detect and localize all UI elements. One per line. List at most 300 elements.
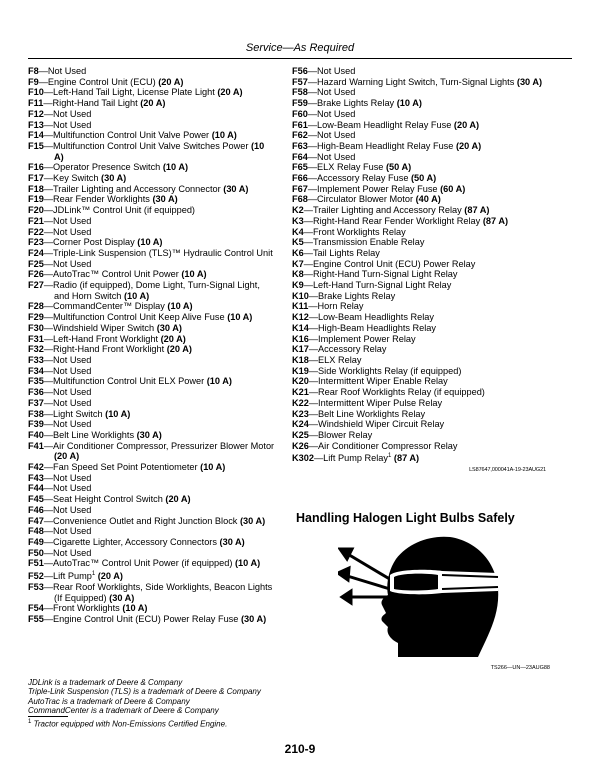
em-dash: — xyxy=(307,194,318,205)
fuse-rating: (10 A) xyxy=(206,376,232,387)
fuse-description: Brake Lights Relay xyxy=(318,290,396,301)
fuse-code: F14 xyxy=(28,130,44,141)
fuse-code: K19 xyxy=(292,365,309,376)
em-dash: — xyxy=(43,183,54,194)
fuse-code: K24 xyxy=(292,419,309,430)
em-dash: — xyxy=(43,483,54,494)
fuse-entry xyxy=(28,87,276,98)
fuse-entry xyxy=(28,323,276,334)
em-dash: — xyxy=(43,494,54,505)
em-dash: — xyxy=(43,354,54,365)
fuse-entry xyxy=(292,387,546,398)
em-dash: — xyxy=(43,247,54,258)
fuse-code: F22 xyxy=(28,226,44,237)
em-dash: — xyxy=(303,205,313,216)
fuse-rating: (20 A) xyxy=(217,87,243,98)
em-dash: — xyxy=(308,312,319,323)
fuse-rating: (10 A) xyxy=(167,301,193,312)
fuse-code: F35 xyxy=(28,376,44,387)
fuse-code: K17 xyxy=(292,344,309,355)
em-dash: — xyxy=(308,301,318,312)
fuse-entry xyxy=(28,366,276,377)
fuse-description: Right-Hand Tail Light xyxy=(52,98,138,109)
fuse-code: K22 xyxy=(292,397,309,408)
fuse-description: Corner Post Display xyxy=(53,237,135,248)
right-entries xyxy=(292,66,546,464)
fuse-rating: (30 A) xyxy=(109,592,135,603)
fuse-rating: (20 A) xyxy=(97,571,123,582)
em-dash: — xyxy=(308,408,319,419)
fuse-description: Windshield Wiper Circuit Relay xyxy=(318,419,445,430)
fuse-code: F29 xyxy=(28,312,44,323)
em-dash: — xyxy=(43,173,54,184)
fuse-code: F61 xyxy=(292,119,308,130)
em-dash: — xyxy=(308,322,319,333)
fuse-entry xyxy=(28,184,276,195)
em-dash: — xyxy=(43,301,54,312)
fuse-description: Fan Speed Set Point Potentiometer xyxy=(53,462,198,473)
fuse-entry xyxy=(28,462,276,473)
fuse-entry xyxy=(292,441,546,452)
fuse-description: Left-Hand Front Worklight xyxy=(53,333,159,344)
fuse-description: Engine Control Unit (ECU) Power Relay Fuse xyxy=(53,613,239,624)
fuse-description: AutoTrac™ Control Unit Power (if equipped) xyxy=(53,558,233,569)
em-dash: — xyxy=(43,215,54,226)
em-dash: — xyxy=(307,108,318,119)
fuse-entry xyxy=(292,409,546,420)
fuse-description: Intermittent Wiper Enable Relay xyxy=(318,376,448,387)
fuse-entry xyxy=(28,259,276,270)
fuse-entry xyxy=(28,98,276,109)
em-dash: — xyxy=(43,429,54,440)
fuse-entry xyxy=(28,483,276,494)
fuse-rating: (10 A) xyxy=(396,98,422,109)
fuse-code: F60 xyxy=(292,108,308,119)
fuse-rating: (20 A) xyxy=(140,98,166,109)
fuse-description: Rear Fender Worklights xyxy=(53,194,150,205)
fuse-code: F11 xyxy=(28,98,44,109)
fuse-description: Lift Pump xyxy=(53,571,92,582)
em-dash: — xyxy=(38,76,48,87)
fuse-entry xyxy=(292,66,546,77)
fuse-code: K23 xyxy=(292,408,309,419)
fuse-entry xyxy=(28,269,276,280)
footnote-rule xyxy=(28,716,68,717)
fuse-code: F55 xyxy=(28,613,44,624)
fuse-rating: (50 A) xyxy=(411,173,437,184)
fuse-rating: (10 A) xyxy=(200,462,226,473)
fuse-rating: (40 A) xyxy=(415,194,441,205)
fuse-code: F26 xyxy=(28,269,44,280)
fuse-code: F16 xyxy=(28,162,44,173)
fuse-description: JDLink™ Control Unit (if equipped) xyxy=(53,205,195,216)
em-dash: — xyxy=(308,290,319,301)
fuse-description: Right-Hand Turn-Signal Light Relay xyxy=(312,269,458,280)
em-dash: — xyxy=(43,365,54,376)
fuse-code: F40 xyxy=(28,429,44,440)
fuse-code: F13 xyxy=(28,119,44,130)
em-dash: — xyxy=(43,108,54,119)
em-dash: — xyxy=(308,419,319,430)
figure-code: TS266—UN—23AUG88 xyxy=(490,665,550,671)
fuse-code: F27 xyxy=(28,280,44,291)
em-dash: — xyxy=(307,183,318,194)
em-dash: — xyxy=(43,536,54,547)
em-dash: — xyxy=(43,419,54,430)
fuse-code: F47 xyxy=(28,515,44,526)
fuse-entry xyxy=(292,130,546,141)
fuse-description: Engine Control Unit (ECU) xyxy=(47,76,156,87)
trademark-line: CommandCenter is a trademark of Deere & Company xyxy=(28,706,219,716)
fuse-description: Implement Power Relay xyxy=(318,333,416,344)
fuse-description: Trailer Lighting and Accessory Relay xyxy=(312,205,462,216)
fuse-description: High-Beam Headlights Relay xyxy=(318,322,437,333)
fuse-description: Key Switch xyxy=(53,173,99,184)
section-header: Service—As Required xyxy=(245,42,355,54)
fuse-rating: (30 A) xyxy=(219,536,245,547)
fuse-code: F8 xyxy=(28,66,39,76)
em-dash: — xyxy=(303,258,313,269)
em-dash: — xyxy=(38,66,48,76)
fuse-entry xyxy=(292,216,546,227)
fuse-entry xyxy=(28,162,276,173)
fuse-description: Not Used xyxy=(53,108,92,119)
fuse-description: ELX Relay xyxy=(318,354,362,365)
fuse-code: F34 xyxy=(28,365,44,376)
em-dash: — xyxy=(308,429,319,440)
fuse-rating: (20 A) xyxy=(160,333,186,344)
em-dash: — xyxy=(43,397,54,408)
em-dash: — xyxy=(43,504,54,515)
fuse-code: F20 xyxy=(28,205,44,216)
fuse-description: Lift Pump Relay xyxy=(323,453,389,464)
em-dash: — xyxy=(43,581,54,592)
em-dash: — xyxy=(308,440,319,451)
em-dash: — xyxy=(43,130,54,141)
fuse-description: Not Used xyxy=(53,472,92,483)
fuse-rating: (30 A) xyxy=(240,613,267,624)
fuse-entry xyxy=(292,376,546,387)
fuse-description: Front Worklights xyxy=(53,603,120,614)
fuse-entry xyxy=(292,323,546,334)
fuse-description: Not Used xyxy=(53,547,92,558)
fuse-code: F62 xyxy=(292,130,308,141)
fuse-code: F42 xyxy=(28,462,44,473)
fuse-entry xyxy=(292,227,546,238)
fuse-code: F46 xyxy=(28,504,44,515)
fuse-code: F59 xyxy=(292,98,308,109)
fuse-code: F38 xyxy=(28,408,44,419)
fuse-code: F32 xyxy=(28,344,44,355)
fuse-entry xyxy=(28,301,276,312)
em-dash: — xyxy=(43,280,54,291)
fuse-code: F68 xyxy=(292,194,308,205)
fuse-rating: (60 A) xyxy=(440,183,466,194)
fuse-code: F25 xyxy=(28,258,44,269)
fuse-code: F50 xyxy=(28,547,44,558)
fuse-description: Right-Hand Rear Fender Worklight Relay xyxy=(312,215,481,226)
em-dash: — xyxy=(303,269,313,280)
fuse-description: Not Used xyxy=(53,226,92,237)
fuse-description: Convenience Outlet and Right Junction Block xyxy=(53,515,238,526)
em-dash: — xyxy=(43,547,54,558)
fuse-description: Rear Roof Worklights Relay (if equipped) xyxy=(318,387,485,398)
fuse-code: F54 xyxy=(28,603,44,614)
fuse-entry xyxy=(28,334,276,345)
fuse-description: Not Used xyxy=(53,483,92,494)
fuse-entry xyxy=(292,344,546,355)
em-dash: — xyxy=(43,462,54,473)
fuse-code: K16 xyxy=(292,333,309,344)
fuse-entry xyxy=(28,173,276,184)
fuse-entry xyxy=(28,516,276,527)
fuse-description: High-Beam Headlight Relay Fuse xyxy=(317,140,454,151)
fuse-entry xyxy=(28,312,276,323)
fuse-entry xyxy=(28,603,276,614)
fuse-entry xyxy=(28,194,276,205)
fuse-description: Not Used xyxy=(317,151,356,162)
fuse-description: Not Used xyxy=(53,387,92,398)
fuse-entry xyxy=(292,301,546,312)
fuse-entry xyxy=(292,120,546,131)
fuse-code: K9 xyxy=(292,280,304,291)
header-rule xyxy=(28,58,572,59)
fuse-rating: (20 A) xyxy=(165,494,191,505)
em-dash: — xyxy=(43,515,54,526)
em-dash: — xyxy=(43,194,54,205)
em-dash: — xyxy=(307,76,318,87)
fuse-rating: (10 A) xyxy=(105,408,131,419)
fuse-entry xyxy=(28,355,276,366)
fuse-code: F12 xyxy=(28,108,44,119)
em-dash: — xyxy=(43,322,54,333)
fuse-entry xyxy=(28,430,276,441)
fuse-entry xyxy=(292,269,546,280)
fuse-entry xyxy=(292,184,546,195)
em-dash: — xyxy=(307,87,318,98)
fuse-code: K20 xyxy=(292,376,309,387)
em-dash: — xyxy=(303,226,313,237)
fuse-description: Side Worklights Relay (if equipped) xyxy=(318,365,462,376)
em-dash: — xyxy=(307,130,318,141)
em-dash: — xyxy=(308,397,319,408)
fuse-rating: (30 A) xyxy=(516,76,543,87)
fuse-code: F58 xyxy=(292,87,308,98)
fuse-code: K7 xyxy=(292,258,304,269)
em-dash: — xyxy=(308,333,319,344)
fuse-entry xyxy=(292,334,546,345)
fuse-entry xyxy=(292,366,546,377)
fuse-entry xyxy=(28,216,276,227)
em-dash: — xyxy=(43,526,54,537)
footnote-ref: 1 xyxy=(388,453,392,460)
fuse-entry xyxy=(28,537,276,548)
fuse-rating: (10 A) xyxy=(227,312,253,323)
fuse-code: F19 xyxy=(28,194,44,205)
fuse-rating: (10 A) xyxy=(162,162,189,173)
fuse-description: Not Used xyxy=(317,130,356,141)
fuse-description: Not Used xyxy=(317,108,356,119)
fuse-code: K25 xyxy=(292,429,309,440)
fuse-description: Brake Lights Relay xyxy=(317,98,395,109)
fuse-entry xyxy=(292,98,546,109)
fuse-rating: (20 A) xyxy=(54,451,80,462)
fuse-code: K8 xyxy=(292,269,304,280)
em-dash: — xyxy=(43,205,54,216)
em-dash: — xyxy=(43,440,54,451)
fuse-entry xyxy=(28,505,276,516)
fuse-entry xyxy=(28,387,276,398)
fuse-code: K14 xyxy=(292,322,309,333)
fuse-code: F15 xyxy=(28,140,44,151)
fuse-description: Triple-Link Suspension (TLS)™ Hydraulic Control Unit xyxy=(53,247,273,258)
em-dash: — xyxy=(43,226,54,237)
fuse-entry xyxy=(292,259,546,270)
fuse-description: Not Used xyxy=(47,66,87,76)
fuse-code: K4 xyxy=(292,226,304,237)
fuse-code: F28 xyxy=(28,301,44,312)
fuse-entry xyxy=(28,120,276,131)
fuse-description: Not Used xyxy=(53,215,92,226)
em-dash: — xyxy=(43,613,54,624)
fuse-entry xyxy=(292,77,546,88)
fuse-rating: (87 A) xyxy=(482,215,509,226)
em-dash: — xyxy=(308,354,319,365)
em-dash: — xyxy=(308,365,319,376)
em-dash: — xyxy=(43,162,54,173)
fuse-description: Multifunction Control Unit Keep Alive Fuse xyxy=(53,312,225,323)
fuse-code: K6 xyxy=(292,247,304,258)
fuse-rating: (10 A) xyxy=(235,558,261,569)
fuse-entry xyxy=(28,558,276,569)
fuse-entry xyxy=(292,398,546,409)
fuse-description: Accessory Relay xyxy=(318,344,387,355)
fuse-entry xyxy=(28,473,276,484)
fuse-description: Not Used xyxy=(53,354,92,365)
fuse-entry xyxy=(28,582,276,603)
fuse-code: K11 xyxy=(292,301,309,312)
fuse-entry xyxy=(28,141,276,162)
em-dash: — xyxy=(303,280,313,291)
fuse-code: F30 xyxy=(28,322,44,333)
em-dash: — xyxy=(43,258,54,269)
fuse-entry xyxy=(28,227,276,238)
fuse-description: Not Used xyxy=(53,419,92,430)
fuse-code: K26 xyxy=(292,440,309,451)
fuse-description: Low-Beam Headlight Relay Fuse xyxy=(317,119,452,130)
trademark-line: AutoTrac is a trademark of Deere & Company xyxy=(28,696,190,706)
fuse-description: Belt Line Worklights Relay xyxy=(318,408,426,419)
fuse-rating: (10 A) xyxy=(123,290,150,301)
fuse-rating: (87 A) xyxy=(393,453,420,464)
fuse-description: CommandCenter™ Display xyxy=(53,301,165,312)
fuse-code: F23 xyxy=(28,237,44,248)
fuse-entry xyxy=(292,312,546,323)
fuse-code: F52 xyxy=(28,571,44,582)
fuse-code: F57 xyxy=(292,76,308,87)
fuse-description: Radio (if equipped), Dome Light, Turn-Signal Light, and Horn Switch xyxy=(53,280,260,301)
fuse-code: K12 xyxy=(292,312,309,323)
reference-code: LS87647,000041A-19-23AUG21 xyxy=(469,467,546,474)
em-dash: — xyxy=(307,173,318,184)
fuse-entry xyxy=(292,280,546,291)
fuse-entry xyxy=(292,194,546,205)
em-dash: — xyxy=(43,269,54,280)
fuse-entry xyxy=(28,409,276,420)
fuse-entry xyxy=(28,130,276,141)
em-dash: — xyxy=(43,376,54,387)
fuse-description: Not Used xyxy=(53,119,92,130)
fuse-description: Windshield Wiper Switch xyxy=(53,322,155,333)
fuse-code: F31 xyxy=(28,333,44,344)
fuse-code: F10 xyxy=(28,87,44,98)
fuse-code: F21 xyxy=(28,215,44,226)
fuse-rating: (20 A) xyxy=(166,344,192,355)
fuse-code: F24 xyxy=(28,247,44,258)
fuse-code: F48 xyxy=(28,526,44,537)
em-dash: — xyxy=(307,66,318,76)
fuse-rating: (30 A) xyxy=(223,183,249,194)
fuse-rating: (10 A) xyxy=(122,603,148,614)
fuse-entry xyxy=(292,162,546,173)
fuse-description: Left-Hand Tail Light, License Plate Light xyxy=(53,87,215,98)
fuse-code: K2 xyxy=(292,205,304,216)
em-dash: — xyxy=(43,87,54,98)
fuse-entry xyxy=(292,109,546,120)
fuse-description: Air Conditioner Compressor, Pressurizer Blower Motor xyxy=(53,440,275,451)
fuse-code: F65 xyxy=(292,162,308,173)
footnote xyxy=(28,719,328,729)
fuse-entry xyxy=(28,344,276,355)
fuse-description: Blower Relay xyxy=(318,429,373,440)
fuse-description: Light Switch xyxy=(53,408,103,419)
fuse-description: Left-Hand Turn-Signal Light Relay xyxy=(312,280,452,291)
fuse-rating: (10 A) xyxy=(211,130,237,141)
fuse-description: Not Used xyxy=(317,87,356,98)
fuse-rating: (30 A) xyxy=(136,429,162,440)
em-dash: — xyxy=(43,408,54,419)
fuse-entry xyxy=(28,526,276,537)
fuse-rating: (20 A) xyxy=(158,76,184,87)
em-dash: — xyxy=(307,162,318,173)
fuse-description: Engine Control Unit (ECU) Power Relay xyxy=(312,258,476,269)
footnote-marker: 1 xyxy=(28,719,32,725)
fuse-description: Accessory Relay Fuse xyxy=(317,173,409,184)
fuse-description: Circulator Blower Motor xyxy=(317,194,414,205)
fuse-description: Not Used xyxy=(53,504,92,515)
em-dash: — xyxy=(43,237,54,248)
em-dash: — xyxy=(303,237,313,248)
em-dash: — xyxy=(43,571,54,582)
fuse-rating: (30 A) xyxy=(152,194,178,205)
fuse-entry xyxy=(292,291,546,302)
safety-glasses-head-icon xyxy=(338,535,508,657)
em-dash: — xyxy=(307,140,318,151)
fuse-code: K10 xyxy=(292,290,309,301)
fuse-rating: (20 A) xyxy=(453,119,480,130)
em-dash: — xyxy=(307,151,318,162)
fuse-entry xyxy=(292,451,546,464)
fuse-code: F41 xyxy=(28,440,44,451)
fuse-rating: (87 A) xyxy=(464,205,490,216)
fuse-entry xyxy=(28,398,276,409)
fuse-code: F37 xyxy=(28,397,44,408)
fuse-entry xyxy=(28,419,276,430)
fuse-entry xyxy=(28,614,276,625)
fuse-code: K18 xyxy=(292,354,309,365)
fuse-entry xyxy=(28,66,276,77)
fuse-code: F44 xyxy=(28,483,44,494)
